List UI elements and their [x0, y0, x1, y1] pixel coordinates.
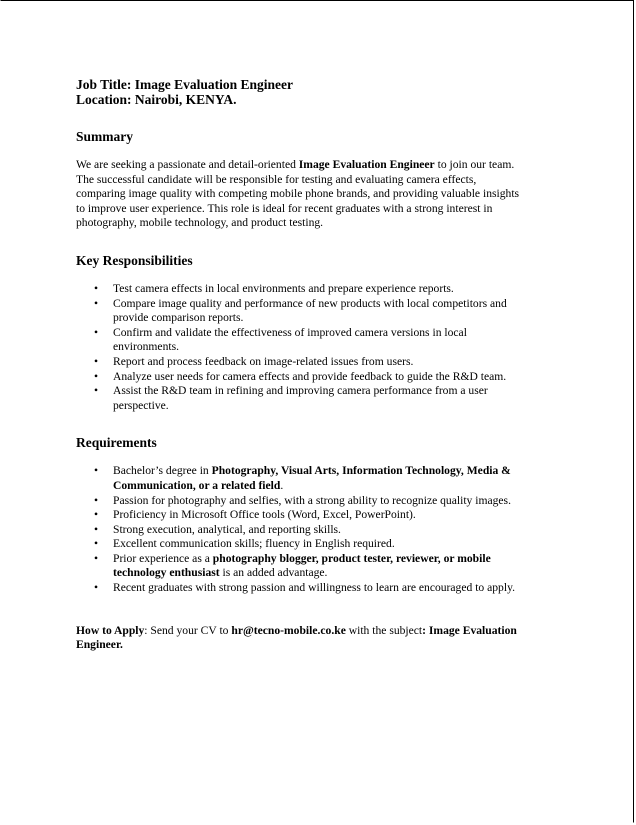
list-item-text: Excellent communication skills; fluency in English required.: [113, 537, 395, 551]
bullet-icon: •: [94, 522, 99, 536]
list-item-text: environments.: [113, 340, 180, 354]
apply-text: : Send your CV to: [144, 623, 232, 637]
list-item-text: provide comparison reports.: [113, 311, 244, 325]
summary-role-bold: Image Evaluation Engineer: [298, 158, 435, 171]
apply-text: with the subject: [345, 623, 423, 637]
job-title: Job Title: Image Evaluation Engineer: [76, 77, 294, 92]
list-item-bold: Communication, or a related field: [113, 478, 281, 492]
bullet-icon: •: [94, 384, 99, 398]
list-item: [76, 494, 556, 509]
list-item: [76, 370, 556, 385]
list-item-text: Test camera effects in local environments and prepare experience reports.: [113, 281, 454, 295]
list-item: [76, 297, 556, 326]
list-item-bold: technology enthusiast: [113, 566, 220, 580]
list-item-text: Compare image quality and performance of new products with local competitors and: [113, 296, 507, 310]
apply-email: hr@tecno-mobile.co.ke: [231, 623, 346, 637]
responsibilities-heading: Key Responsibilities: [76, 252, 193, 268]
bullet-icon: •: [94, 281, 99, 295]
summary-line: to improve user experience. This role is ideal for recent graduates with a strong interest in: [76, 201, 493, 215]
requirements-list: [76, 464, 556, 595]
bullet-icon: •: [94, 296, 99, 310]
summary-line: photography, mobile technology, and product testing.: [76, 216, 324, 230]
job-header: [76, 77, 556, 107]
list-item: [76, 326, 556, 355]
bullet-icon: •: [94, 464, 99, 478]
list-item-text: Analyze user needs for camera effects and provide feedback to guide the R&D team.: [113, 369, 507, 383]
document-content: [76, 77, 556, 653]
summary-text: to join our team.: [434, 158, 515, 171]
list-item-text: Assist the R&D team in refining and improving camera performance from a user: [113, 384, 488, 398]
bullet-icon: •: [94, 325, 99, 339]
bullet-icon: •: [94, 537, 99, 551]
summary-line: comparing image quality with competing mobile phone brands, and providing valuable insights: [76, 187, 520, 201]
list-item: [76, 355, 556, 370]
summary-paragraph: [76, 158, 556, 231]
list-item: [76, 581, 556, 596]
apply-subject: : Image Evaluation: [422, 623, 517, 637]
list-item-bold: photography blogger, product tester, reviewer, or mobile: [212, 551, 491, 565]
responsibilities-list: [76, 282, 556, 413]
list-item-text: Recent graduates with strong passion and willingness to learn are encouraged to apply.: [113, 581, 516, 595]
bullet-icon: •: [94, 551, 99, 565]
list-item: [76, 523, 556, 538]
list-item-text: Passion for photography and selfies, with a strong ability to recognize quality images.: [113, 493, 511, 507]
list-item-text: is an added advantage.: [219, 566, 328, 580]
list-item-text: Strong execution, analytical, and reporting skills.: [113, 522, 341, 536]
bullet-icon: •: [94, 581, 99, 595]
apply-subject: Engineer.: [76, 638, 123, 652]
bullet-icon: •: [94, 354, 99, 368]
job-location: Location: Nairobi, KENYA.: [76, 92, 237, 107]
summary-heading: Summary: [76, 129, 133, 144]
list-item-bold: Photography, Visual Arts, Information Technology, Media &: [211, 464, 511, 478]
apply-label: How to Apply: [76, 623, 145, 637]
summary-line: The successful candidate will be responsible for testing and evaluating camera effects,: [76, 172, 477, 186]
list-item: [76, 282, 556, 297]
list-item: [76, 464, 556, 493]
list-item: [76, 552, 556, 581]
bullet-icon: •: [94, 493, 99, 507]
list-item-text: Bachelor’s degree in: [113, 464, 212, 478]
list-item: [76, 508, 556, 523]
bullet-icon: •: [94, 508, 99, 522]
how-to-apply: [76, 624, 556, 653]
list-item-text: Report and process feedback on image-related issues from users.: [113, 354, 414, 368]
list-item-text: .: [280, 478, 284, 492]
list-item-text: Confirm and validate the effectiveness of improved camera versions in local: [113, 325, 467, 339]
summary-text: We are seeking a passionate and detail-oriented: [76, 158, 299, 171]
list-item-text: Prior experience as a: [113, 551, 213, 565]
list-item: [76, 384, 556, 413]
list-item-text: Proficiency in Microsoft Office tools (Word, Excel, PowerPoint).: [113, 508, 416, 522]
bullet-icon: •: [94, 369, 99, 383]
list-item: [76, 537, 556, 552]
list-item-text: perspective.: [113, 398, 169, 412]
requirements-heading: Requirements: [76, 435, 157, 451]
